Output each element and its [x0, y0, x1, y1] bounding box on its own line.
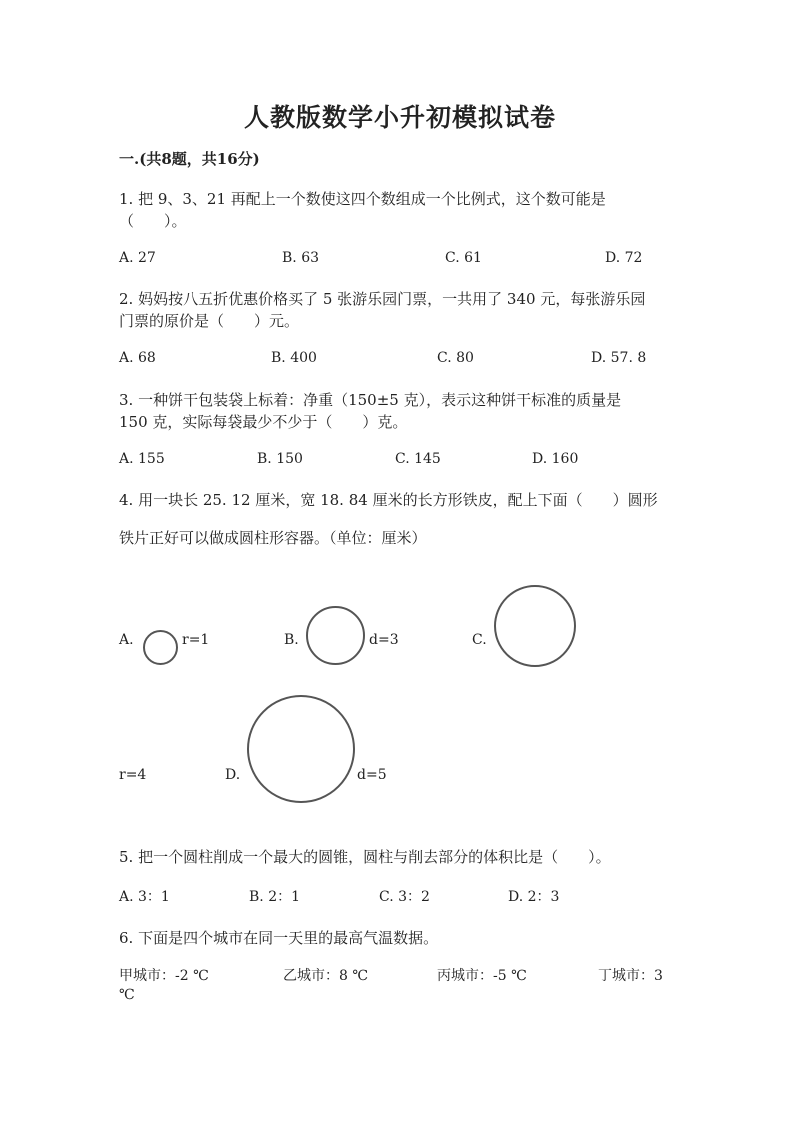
city-yi-temp: 乙城市：8 ℃ — [283, 968, 369, 984]
q4-annotation-c: r=4 — [119, 767, 147, 783]
q4-option-d-label: D. — [225, 767, 241, 783]
q4-option-b-label: B. — [284, 632, 299, 648]
circle-c-figure — [494, 585, 576, 667]
q3-option-c: C. 145 — [395, 451, 441, 467]
question-3-text: 3. 一种饼干包装袋上标着：净重（150±5 克），表示这种饼干标准的质量是 — [119, 391, 622, 409]
question-2-text: 2. 妈妈按八五折优惠价格买了 5 张游乐园门票，一共用了 340 元，每张游乐园 — [119, 290, 646, 308]
question-6-text: 6. 下面是四个城市在同一天里的最高气温数据。 — [119, 929, 439, 947]
q2-option-b: B. 400 — [271, 350, 317, 366]
question-3-text-cont: 150 克，实际每袋最少不少于（ ）克。 — [119, 413, 408, 431]
circle-d-figure — [247, 695, 355, 803]
q4-option-a-label: A. — [119, 632, 134, 648]
q2-option-d: D. 57. 8 — [591, 350, 647, 366]
question-5-text: 5. 把一个圆柱削成一个最大的圆锥，圆柱与削去部分的体积比是（ ）。 — [119, 848, 611, 866]
q1-option-c: C. 61 — [445, 250, 482, 266]
circle-b-figure — [306, 606, 365, 665]
question-1-text: 1. 把 9、3、21 再配上一个数使这四个数组成一个比例式，这个数可能是 — [119, 190, 606, 208]
q1-option-b: B. 63 — [282, 250, 320, 266]
q2-option-a: A. 68 — [119, 350, 156, 366]
question-1-text-cont: （ ）。 — [119, 212, 187, 230]
question-4-text: 4. 用一块长 25. 12 厘米，宽 18. 84 厘米的长方形铁皮，配上下面（ ）圆形 — [119, 491, 658, 509]
question-4-text-cont: 铁片正好可以做成圆柱形容器。（单位：厘米） — [119, 529, 427, 547]
city-bing-temp: 丙城市：-5 ℃ — [437, 968, 527, 984]
section-heading: 一.(共8题，共16分) — [119, 150, 260, 168]
q4-option-c-label: C. — [472, 632, 487, 648]
question-2-text-cont: 门票的原价是（ ）元。 — [119, 312, 300, 330]
city-ding-temp: 丁城市：3 — [598, 968, 663, 984]
page-title: 人教版数学小升初模拟试卷 — [243, 103, 556, 132]
q3-option-b: B. 150 — [257, 451, 303, 467]
q5-option-b: B. 2：1 — [249, 889, 301, 905]
q4-annotation-b: d=3 — [369, 632, 399, 648]
q3-option-d: D. 160 — [532, 451, 579, 467]
q5-option-d: D. 2：3 — [508, 889, 560, 905]
q4-annotation-d: d=5 — [357, 767, 387, 783]
q5-option-c: C. 3：2 — [379, 889, 430, 905]
city-jia-temp: 甲城市：-2 ℃ — [119, 968, 209, 984]
q3-option-a: A. 155 — [119, 451, 165, 467]
q4-annotation-a: r=1 — [182, 632, 210, 648]
q2-option-c: C. 80 — [437, 350, 474, 366]
q1-option-d: D. 72 — [605, 250, 643, 266]
q1-option-a: A. 27 — [119, 250, 156, 266]
circle-a-figure — [143, 630, 178, 665]
q5-option-a: A. 3：1 — [119, 889, 170, 905]
city-ding-temp-unit: ℃ — [119, 987, 135, 1003]
